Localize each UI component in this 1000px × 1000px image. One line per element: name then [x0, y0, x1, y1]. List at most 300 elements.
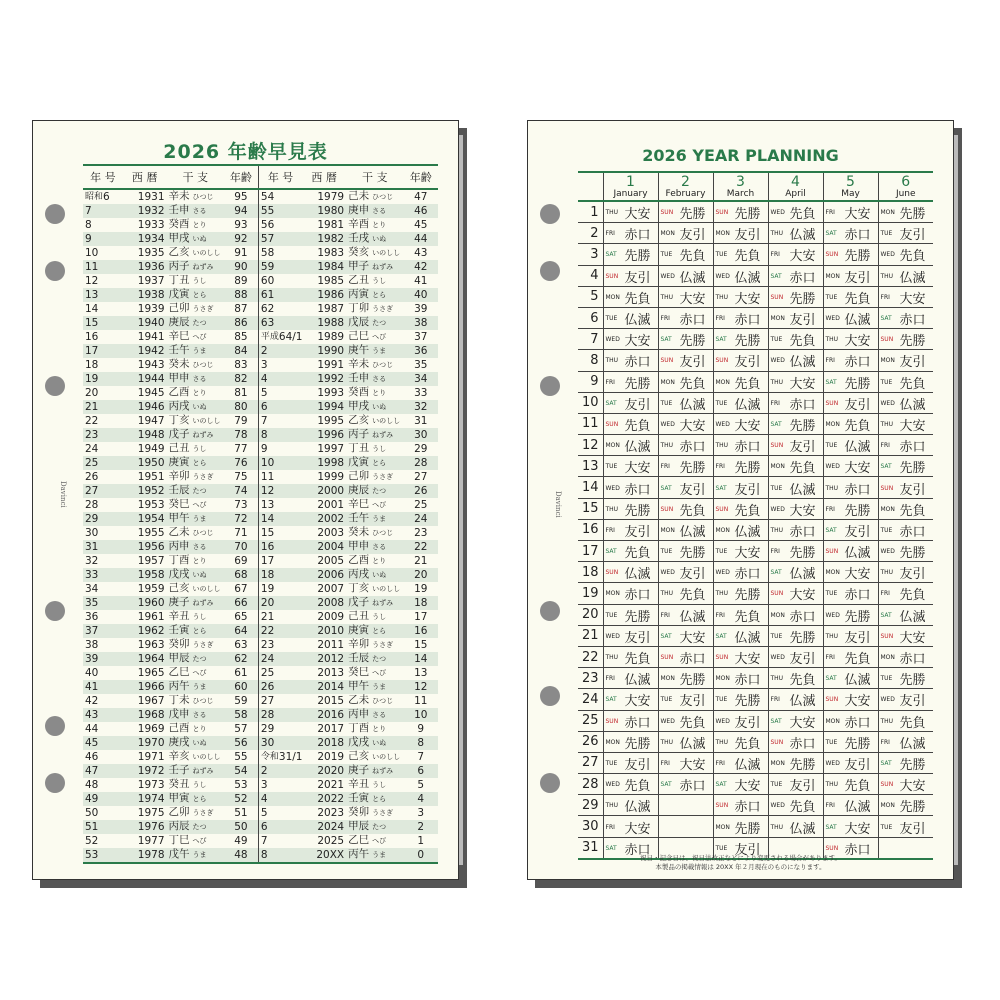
eto-kanji: 庚辰 [168, 316, 190, 328]
age-value: 43 [414, 246, 428, 259]
eto-kanji: 己丑 [168, 442, 190, 454]
day-cell [603, 668, 658, 689]
rokuyo: 先負 [624, 418, 651, 434]
era-year: 24 [260, 652, 275, 665]
era-cell [258, 302, 302, 316]
eto-reading: へび [192, 501, 207, 509]
age-value: 0 [404, 848, 439, 863]
age-value: 83 [234, 358, 248, 371]
month-header [713, 172, 768, 201]
weekday: THU [715, 293, 729, 301]
table-row [83, 848, 438, 863]
day-number: 15 [578, 498, 603, 519]
weekday: WED [605, 484, 620, 492]
era-year: 6 [103, 190, 110, 203]
eto-cell [167, 596, 224, 610]
day-cell [713, 244, 768, 265]
day-number: 27 [578, 752, 603, 773]
era-cell [83, 414, 123, 428]
weekday: THU [605, 654, 619, 662]
eto-reading: ひつじ [372, 529, 394, 537]
eto-cell [167, 232, 224, 246]
era-cell [258, 596, 302, 610]
eto-reading: たつ [192, 823, 207, 831]
rokuyo: 友引 [844, 270, 871, 286]
day-cell [713, 752, 768, 773]
month-number: 3 [736, 173, 745, 190]
rokuyo: 友引 [899, 821, 926, 837]
age-value: 40 [404, 288, 439, 302]
day-cell [658, 689, 713, 710]
day-cell [713, 392, 768, 413]
weekday: SUN [880, 632, 894, 640]
era-year: 10 [260, 456, 275, 469]
western-year: 2022 [302, 792, 346, 806]
month-header [658, 172, 713, 201]
table-row [83, 764, 438, 778]
age-value: 91 [234, 246, 248, 259]
era-year: 25 [85, 456, 99, 469]
age-chart-table [83, 166, 438, 864]
age-value: 17 [414, 610, 428, 623]
era-cell [83, 848, 123, 863]
rokuyo: 先負 [844, 418, 871, 434]
brand-mark: Davinci [554, 491, 562, 518]
rokuyo: 赤口 [789, 736, 816, 752]
binder-hole [540, 204, 560, 224]
age-chart-body [83, 189, 438, 863]
era-year: 44 [85, 722, 99, 735]
eto-kanji: 戊寅 [168, 288, 190, 300]
eto-cell [167, 470, 224, 484]
month-header-row [578, 172, 933, 201]
rokuyo: 赤口 [734, 440, 761, 456]
western-year: 1987 [317, 302, 345, 315]
era-cell [83, 260, 123, 274]
rokuyo: 先勝 [899, 800, 926, 816]
age-value: 74 [224, 484, 258, 498]
eto-cell [167, 848, 224, 863]
eto-kanji: 壬辰 [348, 652, 370, 664]
eto-kanji: 癸亥 [348, 246, 370, 258]
western-year: 1990 [302, 344, 346, 358]
eto-cell [167, 316, 224, 330]
age-value: 64 [224, 624, 258, 638]
day-row [578, 498, 933, 519]
day-cell [823, 604, 878, 625]
era-cell [258, 792, 302, 806]
weekday: MON [715, 823, 730, 831]
day-cell [603, 752, 658, 773]
table-row [83, 596, 438, 610]
western-year: 1962 [123, 624, 167, 638]
eto-kanji: 甲戌 [348, 400, 370, 412]
table-row [83, 484, 438, 498]
western-year: 1942 [123, 344, 167, 358]
day-cell [878, 456, 933, 477]
eto-kanji: 戊戌 [168, 568, 190, 580]
eto-kanji: 丁酉 [168, 554, 190, 566]
weekday: MON [880, 505, 895, 513]
eto-reading: うし [192, 445, 207, 453]
eto-reading: へび [372, 501, 387, 509]
rokuyo: 赤口 [679, 313, 706, 329]
era-cell [83, 778, 123, 792]
era-cell [83, 610, 123, 624]
western-year: 1993 [317, 386, 345, 399]
day-cell [878, 307, 933, 328]
weekday: FRI [770, 399, 780, 407]
eto-reading: さる [372, 543, 387, 551]
weekday: SUN [605, 717, 619, 725]
eto-reading: うし [372, 445, 387, 453]
eto-reading: さる [372, 711, 387, 719]
age-value: 49 [234, 834, 248, 847]
era-year: 36 [85, 610, 99, 623]
day-cell [603, 477, 658, 498]
day-cell [823, 562, 878, 583]
table-row [83, 750, 438, 764]
era-year: 13 [85, 288, 99, 301]
eto-cell [167, 568, 224, 582]
eto-reading: とり [372, 725, 387, 733]
rokuyo: 大安 [844, 334, 871, 350]
rokuyo: 先負 [899, 249, 926, 265]
era-year: 18 [85, 358, 99, 371]
eto-reading: ひつじ [372, 361, 394, 369]
rokuyo: 友引 [899, 355, 926, 371]
western-year: 1955 [137, 526, 165, 539]
eto-reading: ねずみ [192, 767, 214, 775]
day-cell [713, 795, 768, 816]
day-cell [658, 435, 713, 456]
eto-cell [167, 750, 224, 764]
day-row [578, 350, 933, 371]
day-cell [603, 731, 658, 752]
weekday: TUE [660, 548, 673, 556]
era-cell [83, 400, 123, 414]
rokuyo: 大安 [679, 630, 706, 646]
eto-cell [346, 344, 403, 358]
weekday: TUE [770, 781, 783, 789]
western-year: 2025 [317, 834, 345, 847]
era-cell [83, 442, 123, 456]
day-cell [713, 223, 768, 244]
day-number: 16 [578, 519, 603, 540]
day-cell [768, 562, 823, 583]
era-year: 12 [85, 274, 99, 287]
weekday: TUE [605, 463, 618, 471]
weekday: FRI [715, 315, 725, 323]
western-year: 1969 [137, 722, 165, 735]
table-row [83, 358, 438, 372]
weekday: TUE [880, 675, 893, 683]
eto-cell [346, 806, 403, 820]
table-row [83, 246, 438, 260]
month-header [768, 172, 823, 201]
era-year: 30 [260, 736, 275, 749]
era-year: 23 [85, 428, 99, 441]
day-cell [658, 329, 713, 350]
eto-kanji: 辛酉 [348, 218, 370, 230]
weekday: WED [770, 209, 785, 217]
eto-reading: とら [192, 795, 207, 803]
eto-reading: ひつじ [192, 529, 214, 537]
western-year: 1982 [302, 232, 346, 246]
eto-cell [167, 204, 224, 218]
table-row [83, 554, 438, 568]
day-cell [878, 201, 933, 223]
rokuyo: 大安 [734, 418, 761, 434]
western-year: 1949 [137, 442, 165, 455]
weekday: FRI [880, 590, 890, 598]
era-cell [258, 694, 302, 708]
day-cell [878, 244, 933, 265]
age-value: 75 [234, 470, 248, 483]
weekday: FRI [605, 230, 615, 238]
age-value: 61 [234, 666, 248, 679]
rokuyo: 大安 [624, 694, 651, 710]
rokuyo: 仏滅 [734, 630, 761, 646]
rokuyo: 友引 [624, 757, 651, 773]
day-cell [713, 519, 768, 540]
age-value: 19 [414, 582, 428, 595]
era-cell [83, 330, 123, 344]
rokuyo: 友引 [679, 482, 706, 498]
day-cell [658, 286, 713, 307]
weekday: TUE [660, 251, 673, 259]
eto-kanji: 癸丑 [168, 778, 190, 790]
rokuyo: 仏滅 [679, 270, 706, 286]
rokuyo: 先勝 [624, 736, 651, 752]
rokuyo: 大安 [624, 334, 651, 350]
era-cell [83, 302, 123, 316]
month-name: June [895, 188, 916, 199]
day-cell [658, 604, 713, 625]
rokuyo: 大安 [789, 376, 816, 392]
rokuyo: 大安 [789, 588, 816, 604]
day-cell [603, 689, 658, 710]
eto-reading: うま [372, 515, 387, 523]
era-cell [258, 666, 302, 680]
year-planning-table [578, 171, 933, 860]
eto-reading: うま [192, 851, 207, 859]
era-cell [258, 498, 302, 512]
eto-cell [346, 596, 403, 610]
day-row [578, 795, 933, 816]
day-cell [658, 456, 713, 477]
era-year: 9 [260, 442, 268, 455]
rokuyo: 友引 [624, 630, 651, 646]
brand-mark: Davinci [59, 481, 67, 508]
western-year: 1977 [137, 834, 165, 847]
table-row [83, 232, 438, 246]
age-value: 58 [224, 708, 258, 722]
weekday: SUN [715, 802, 729, 810]
era-cell [83, 456, 123, 470]
era-cell [83, 722, 123, 736]
age-value: 51 [234, 806, 248, 819]
weekday: WED [660, 272, 675, 280]
era-cell [258, 638, 302, 652]
era-cell [258, 610, 302, 624]
era-cell [258, 470, 302, 484]
day-number: 26 [578, 731, 603, 752]
western-year: 1933 [137, 218, 165, 231]
weekday: MON [660, 526, 675, 534]
era-cell [83, 680, 123, 694]
eto-cell [167, 820, 224, 834]
eto-kanji: 乙巳 [168, 666, 190, 678]
age-value: 9 [417, 722, 425, 735]
day-cell [603, 562, 658, 583]
rokuyo: 仏滅 [734, 757, 761, 773]
table-row [83, 204, 438, 218]
western-year: 1978 [123, 848, 167, 863]
day-number: 19 [578, 583, 603, 604]
day-cell [658, 562, 713, 583]
eto-cell [346, 204, 403, 218]
weekday: WED [660, 717, 675, 725]
month-number: 1 [626, 173, 635, 190]
era-cell [258, 274, 302, 288]
weekday: MON [770, 463, 785, 471]
weekday: TUE [660, 696, 673, 704]
rokuyo: 友引 [899, 482, 926, 498]
rokuyo: 先負 [844, 779, 871, 795]
rokuyo: 先負 [679, 249, 706, 265]
age-value: 90 [224, 260, 258, 274]
day-row [578, 392, 933, 413]
eto-kanji: 丁卯 [348, 302, 370, 314]
rokuyo: 赤口 [844, 228, 871, 244]
day-cell [713, 710, 768, 731]
day-cell [878, 689, 933, 710]
month-name: May [841, 188, 860, 199]
eto-kanji: 丙戌 [348, 568, 370, 580]
eto-cell [346, 736, 403, 750]
western-year: 1954 [123, 512, 167, 526]
binder-hole [540, 686, 560, 706]
era-year: 56 [260, 218, 275, 231]
month-number: 5 [846, 173, 855, 190]
eto-reading: うさぎ [192, 305, 214, 313]
eto-kanji: 己亥 [348, 750, 370, 762]
eto-kanji: 庚寅 [348, 624, 370, 636]
weekday: TUE [715, 548, 728, 556]
age-value: 4 [404, 792, 439, 806]
era-cell [83, 638, 123, 652]
era-cell [258, 246, 302, 260]
weekday: TUE [825, 293, 838, 301]
rokuyo: 赤口 [899, 440, 926, 456]
eto-reading: ねずみ [372, 767, 394, 775]
day-cell [878, 668, 933, 689]
western-year: 1968 [123, 708, 167, 722]
binder-hole [45, 204, 65, 224]
day-row [578, 244, 933, 265]
era-year: 52 [85, 834, 99, 847]
western-year: 1966 [123, 680, 167, 694]
rokuyo: 仏滅 [734, 270, 761, 286]
eto-reading: うさぎ [192, 473, 214, 481]
age-value: 29 [414, 442, 428, 455]
eto-kanji: 癸卯 [168, 638, 190, 650]
eto-cell [346, 708, 403, 722]
day-row [578, 477, 933, 498]
era-cell [258, 260, 302, 274]
western-year: 1972 [123, 764, 167, 778]
weekday: WED [715, 717, 730, 725]
weekday: THU [660, 738, 674, 746]
day-number: 2 [578, 223, 603, 244]
day-cell [603, 583, 658, 604]
calendar-body [578, 201, 933, 859]
era-cell [83, 498, 123, 512]
eto-cell [167, 694, 224, 708]
day-row [578, 689, 933, 710]
rokuyo: 大安 [624, 821, 651, 837]
day-row [578, 646, 933, 667]
day-cell [768, 752, 823, 773]
eto-cell [346, 218, 403, 232]
rokuyo: 仏滅 [844, 313, 871, 329]
era-cell [83, 540, 123, 554]
day-cell [713, 329, 768, 350]
day-number: 5 [578, 286, 603, 307]
eto-reading: へび [372, 837, 387, 845]
rokuyo: 先勝 [624, 376, 651, 392]
rokuyo: 友引 [679, 567, 706, 583]
year-planning-page [527, 120, 954, 880]
day-cell [658, 541, 713, 562]
day-cell [658, 477, 713, 498]
rokuyo: 先勝 [844, 609, 871, 625]
weekday: FRI [715, 759, 725, 767]
eto-cell [346, 680, 403, 694]
table-row [83, 638, 438, 652]
column-header: 年齢 [224, 166, 258, 189]
eto-reading: とら [192, 627, 207, 635]
rokuyo: 大安 [789, 503, 816, 519]
table-row [83, 820, 438, 834]
age-value: 76 [224, 456, 258, 470]
day-cell [768, 816, 823, 837]
era-year: 4 [260, 792, 268, 805]
weekday: FRI [825, 357, 835, 365]
eto-kanji: 己未 [348, 190, 370, 202]
rokuyo: 先負 [679, 503, 706, 519]
day-row [578, 371, 933, 392]
eto-cell [346, 512, 403, 526]
era-cell [258, 582, 302, 596]
binder-hole [45, 716, 65, 736]
rokuyo: 先負 [789, 800, 816, 816]
age-value: 94 [224, 204, 258, 218]
rokuyo: 仏滅 [789, 694, 816, 710]
eto-cell [346, 316, 403, 330]
eto-reading: さる [192, 207, 207, 215]
era-cell [258, 750, 302, 764]
weekday: WED [605, 781, 620, 789]
table-row [83, 708, 438, 722]
rokuyo: 赤口 [789, 524, 816, 540]
age-value: 79 [234, 414, 248, 427]
weekday: SAT [880, 463, 892, 471]
rokuyo: 赤口 [734, 673, 761, 689]
eto-reading: いぬ [372, 571, 387, 579]
day-cell [878, 604, 933, 625]
